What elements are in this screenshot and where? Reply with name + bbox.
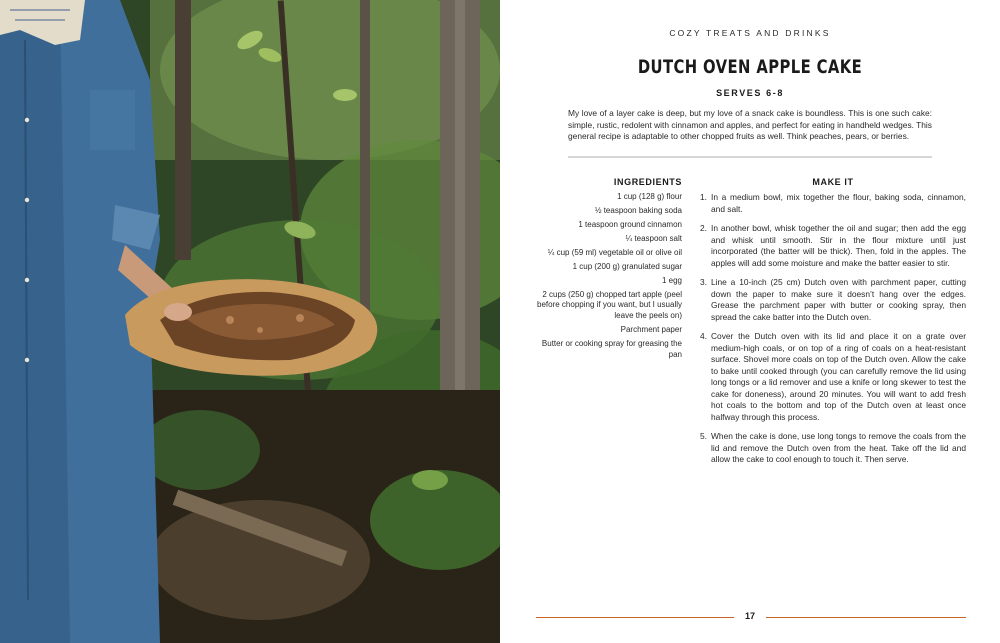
- footer-rule-left: [536, 617, 734, 618]
- recipe-intro: My love of a layer cake is deep, but my love of a snack cake is boundless. This is one such cake: simple, rustic, redolent with cinnamon and apples, and perfect for eating in handheld wedges. This general recipe is adaptable to other chopped fruits as well. Think peaches, pears, or berries.: [568, 108, 932, 142]
- ingredient-item: ¼ teaspoon salt: [625, 233, 682, 243]
- serves-line: SERVES 6-8: [716, 88, 784, 98]
- step-text: Line a 10-inch (25 cm) Dutch oven with parchment paper, cutting down the paper to make sure it doesn’t hang over the edges. Grease the parchment paper with butter or cooking spray, then spread the cake batter into the Dutch oven.: [711, 277, 966, 322]
- wavy-divider: [568, 150, 932, 164]
- step-number: 1.: [700, 192, 707, 202]
- footer-rule-right: [766, 617, 966, 618]
- step-text: In another bowl, whisk together the oil and sugar; then add the egg and whisk until smooth. Stir in the flour mixture until just incorporated (the batter will be thick). Then, fold in the apples. The apples will add some moisture and make the batter easier to stir.: [711, 223, 966, 268]
- step-number: 2.: [700, 223, 707, 233]
- ingredient-item: 1 egg: [661, 275, 682, 285]
- method-step: [700, 431, 966, 466]
- ingredient-item: 2 cups (250 g) chopped tart apple (peel before chopping if you want, but I usually leave the peels on): [537, 289, 682, 321]
- ingredients-heading: INGREDIENTS: [613, 177, 682, 187]
- page-number: 17: [744, 611, 755, 621]
- step-text: Cover the Dutch oven with its lid and place it on a grate over medium-high coals, or on top of a ring of coals on a heat-resistant surface. Shovel more coals on top of the Dutch oven. Allow the cake to bake until cooked through (you can carefully remove the lid using long tongs or a lid remover and use a knife or long skewer to test the cake for doneness), around 20 minutes. You will want to add fresh hot coals to the bottom and top of the Dutch oven at least once halfway through this process.: [711, 331, 966, 422]
- chapter-kicker: COZY TREATS AND DRINKS: [669, 28, 831, 38]
- step-number: 5.: [700, 431, 707, 441]
- step-text: When the cake is done, use long tongs to remove the coals from the lid and remove the Dutch oven from the heat. Take off the lid and allow the cake to cool enough to touch it. Then serve.: [711, 431, 966, 464]
- ingredient-item: 1 cup (128 g) flour: [617, 192, 682, 201]
- method-step: [700, 223, 966, 269]
- step-number: 4.: [700, 331, 707, 341]
- recipe-page: [500, 0, 1000, 643]
- ingredients-list: [532, 192, 682, 364]
- method-step: [700, 331, 966, 423]
- step-text: In a medium bowl, mix together the flour, baking soda, cinnamon, and salt.: [711, 192, 966, 214]
- ingredient-item: 1 cup (200 g) granulated sugar: [572, 261, 682, 271]
- ingredient-item: Parchment paper: [620, 325, 682, 335]
- method-step: [700, 192, 966, 215]
- method-steps: [700, 192, 966, 474]
- step-number: 3.: [700, 277, 707, 287]
- ingredient-item: ½ teaspoon baking soda: [594, 205, 682, 215]
- ingredient-item: 1 teaspoon ground cinnamon: [578, 219, 682, 229]
- method-step: [700, 277, 966, 323]
- ingredient-item: Butter or cooking spray for greasing the pan: [541, 339, 682, 359]
- ingredient-item: ¼ cup (59 ml) vegetable oil or olive oil: [547, 247, 682, 257]
- method-heading: MAKE IT: [812, 177, 854, 187]
- recipe-title: DUTCH OVEN APPLE CAKE: [637, 56, 863, 78]
